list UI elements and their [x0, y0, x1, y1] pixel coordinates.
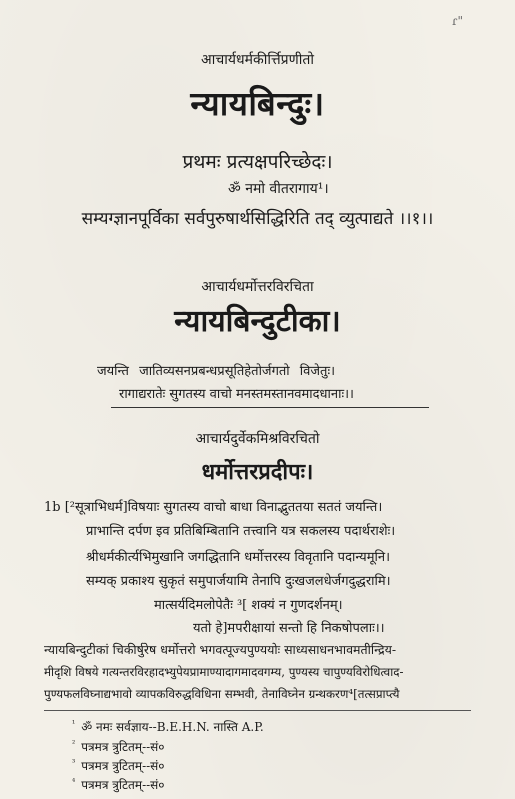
footnote-divider	[44, 710, 471, 711]
main-title: न्यायबिन्दुः।	[190, 84, 325, 123]
footnote-number: ³	[72, 758, 76, 767]
chapter-title: प्रथमः प्रत्यक्षपरिच्छेदः।	[182, 151, 333, 173]
body-line: मात्सर्यदिमलोपेतैः ³[ शक्यं न गुणदर्शनम्।	[154, 598, 343, 613]
footnote-number: ¹	[72, 719, 76, 728]
footnote	[72, 738, 165, 755]
footnote-text: पत्रमत्र त्रुटितम्--सं०	[81, 759, 165, 773]
footnote	[72, 776, 165, 793]
sub-commentary-title: धर्मोत्तरप्रदीपः।	[201, 459, 314, 485]
sutra-verse: सम्यग्ज्ञानपूर्विका सर्वपुरुषार्थसिद्धिरिति तद् व्युत्पाद्यते ।।१।।	[81, 209, 434, 229]
footnote	[72, 718, 264, 735]
verse-line-2: रागाद्यरातेः सुगतस्य वाचो मनस्तमस्तानवमादधानाः।।	[119, 387, 354, 402]
footnote-number: ⁴	[72, 777, 76, 786]
body-line: 1b [²सूत्राभिधर्म]विषयाः सुगतस्य वाचो बाधा विनाद्भुततया सततं जयन्ति।	[44, 500, 383, 515]
invocation: ॐ नमो वीतरागाय¹।	[228, 181, 329, 197]
footnote-text: ॐ नमः सर्वज्ञाय--B.E.H.N. नास्ति A.P.	[81, 720, 264, 734]
commentary-title: न्यायबिन्दुटीका।	[174, 304, 341, 339]
footnote-number: ²	[72, 739, 76, 748]
section-divider	[111, 407, 429, 408]
body-line: पुण्यफलविघ्नाद्यभावो व्यापकविरुद्धविधिना सम्भवी, तेनाविघ्नेन ग्रन्थकरण⁴[तत्सप्राप्त्यै	[44, 687, 400, 701]
verse-line-1: जयन्ति जातिव्यसनप्रबन्धप्रसूतिहेतोर्जगतो विजेतुः।	[97, 364, 336, 379]
body-line: प्राभान्ति दर्पण इव प्रतिबिम्बितानि तत्त्वानि यत्र सकलस्य पदार्थराशेः।	[86, 524, 396, 539]
body-line: न्यायबिन्दुटीकां चिकीर्षुरेष धर्मोत्तरो भगवत्पूज्यपुण्ययोः साध्यसाधनभावमतीन्द्रिय-	[44, 642, 397, 657]
body-line: मीदृशि विषये गत्यन्तरविरहादभ्युपेयप्रामाण्यादागमादवगम्य, पुण्यस्य चापुण्यविरोधित्वाद-	[44, 665, 404, 679]
footnote	[72, 757, 165, 774]
body-line: सम्यक् प्रकाश्य सुकृतं समुपार्जयामि तेनापि दुःखजलधेर्जगदुद्धरामि।	[86, 574, 391, 589]
footnote-text: पत्रमत्र त्रुटितम्--सं०	[81, 740, 165, 754]
corner-mark: ɾ"	[452, 14, 463, 28]
author-attribution-3: आचार्यदुर्वेकमिश्रविरचितो	[195, 431, 320, 447]
footnote-text: पत्रमत्र त्रुटितम्--सं०	[81, 778, 165, 792]
body-line: श्रीधर्मकीर्त्यभिमुखानि जगद्धितानि धर्मोत्तरस्य विवृतानि पदान्यमूनि।	[86, 550, 390, 565]
body-line: यतो हे]मपरीक्षायां सन्तो हि निकषोपलाः।।	[193, 621, 385, 636]
author-attribution-2: आचार्यधर्मोत्तरविरचिता	[201, 279, 314, 295]
author-attribution-1: आचार्यधर्मकीर्त्तिप्रणीतो	[201, 52, 314, 68]
